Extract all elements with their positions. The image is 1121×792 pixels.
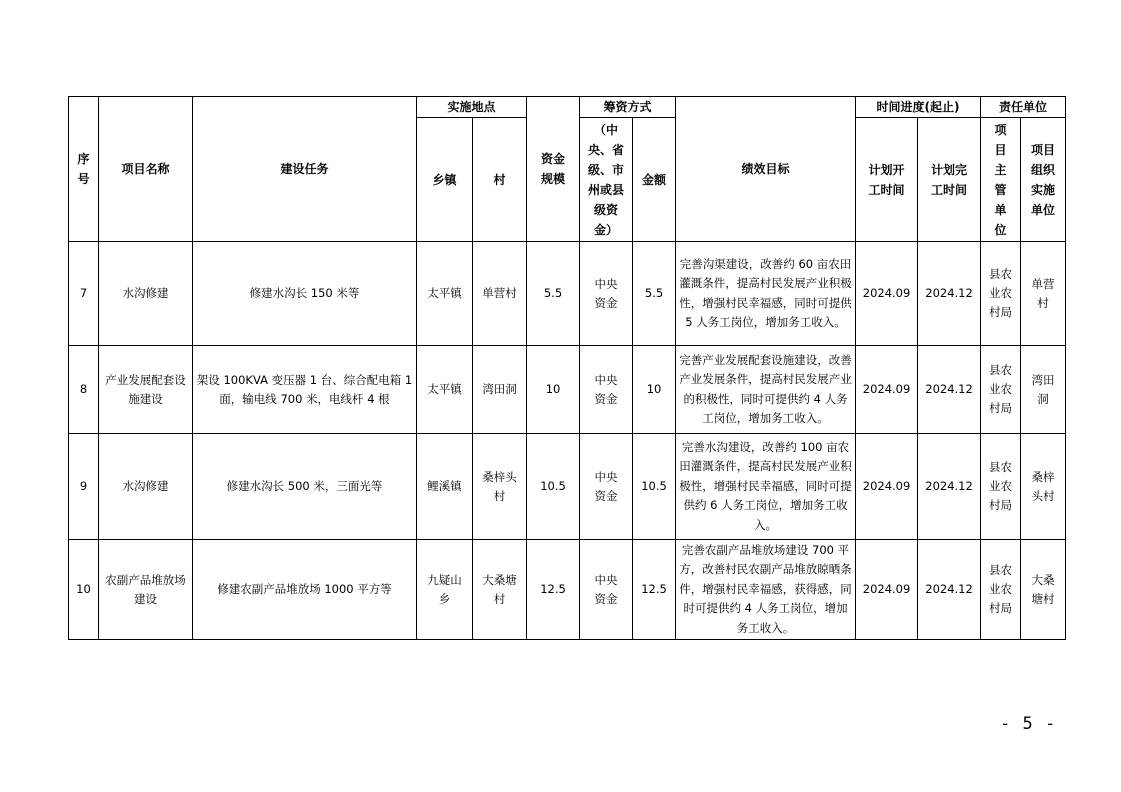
row-org: 湾田洞: [1021, 346, 1066, 434]
row-source: 中央资金: [580, 434, 633, 540]
row-amount: 10: [633, 346, 676, 434]
row-name: 农副产品堆放场建设: [99, 540, 193, 640]
row-dept: 县农业农村局: [981, 434, 1021, 540]
row-village: 桑梓头村: [473, 434, 527, 540]
row-end: 2024.12: [918, 346, 981, 434]
project-table: [68, 96, 1066, 640]
row-name: 产业发展配套设施建设: [99, 346, 193, 434]
row-name: 水沟修建: [99, 434, 193, 540]
header-no: 序号: [69, 97, 99, 242]
row-village: 大桑塘村: [473, 540, 527, 640]
row-scale: 10.5: [527, 434, 580, 540]
row-dept: 县农业农村局: [981, 346, 1021, 434]
row-end: 2024.12: [918, 434, 981, 540]
row-task: 修建水沟长 150 米等: [193, 242, 417, 346]
row-org: 大桑塘村: [1021, 540, 1066, 640]
row-village: 单营村: [473, 242, 527, 346]
header-end: 计划完工时间: [918, 118, 981, 242]
row-township: 九疑山乡: [417, 540, 473, 640]
header-start: 计划开工时间: [856, 118, 918, 242]
header-project-name: 项目名称: [99, 97, 193, 242]
row-start: 2024.09: [856, 540, 918, 640]
header-task: 建设任务: [193, 97, 417, 242]
header-responsible: 责任单位: [981, 97, 1066, 118]
row-source: 中央资金: [580, 242, 633, 346]
table-row: [69, 346, 1066, 434]
header-township: 乡镇: [417, 118, 473, 242]
header-fund-scale: 资金规模: [527, 97, 580, 242]
row-goal: 完善农副产品堆放场建设 700 平方，改善村民农副产品堆放晾晒条件，增强村民幸福感，获得感，同时可提供约 4 人务工岗位，增加务工收入。: [676, 540, 856, 640]
row-end: 2024.12: [918, 242, 981, 346]
table-row: [69, 434, 1066, 540]
row-no: 8: [69, 346, 99, 434]
row-org: 单营村: [1021, 242, 1066, 346]
row-name: 水沟修建: [99, 242, 193, 346]
row-goal: 完善产业发展配套设施建设，改善产业发展条件，提高村民发展产业的积极性，同时可提供约 4 人务工岗位，增加务工收入。: [676, 346, 856, 434]
row-scale: 12.5: [527, 540, 580, 640]
header-location: 实施地点: [417, 97, 527, 118]
row-start: 2024.09: [856, 242, 918, 346]
row-village: 湾田洞: [473, 346, 527, 434]
row-org: 桑梓头村: [1021, 434, 1066, 540]
row-task: 修建水沟长 500 米，三面光等: [193, 434, 417, 540]
header-row-1: [69, 97, 1066, 118]
table-row: [69, 540, 1066, 640]
header-org: 项目组织实施单位: [1021, 118, 1066, 242]
row-scale: 5.5: [527, 242, 580, 346]
header-fund-source: （中央、省级、市州或县级资金）: [580, 118, 633, 242]
row-task: 修建农副产品堆放场 1000 平方等: [193, 540, 417, 640]
header-dept: 项目主管单位: [981, 118, 1021, 242]
row-dept: 县农业农村局: [981, 242, 1021, 346]
header-schedule: 时间进度(起止): [856, 97, 981, 118]
row-task: 架设 100KVA 变压器 1 台、综合配电箱 1 面，输电线 700 米，电线杆 4 根: [193, 346, 417, 434]
row-goal: 完善沟渠建设，改善约 60 亩农田灌溉条件，提高村民发展产业积极性，增强村民幸福感，同时可提供 5 人务工岗位，增加务工收入。: [676, 242, 856, 346]
table-row: [69, 242, 1066, 346]
row-no: 10: [69, 540, 99, 640]
row-township: 太平镇: [417, 346, 473, 434]
row-no: 7: [69, 242, 99, 346]
row-township: 鲤溪镇: [417, 434, 473, 540]
page-number: - 5 -: [1000, 714, 1057, 734]
row-source: 中央资金: [580, 346, 633, 434]
row-amount: 10.5: [633, 434, 676, 540]
header-village: 村: [473, 118, 527, 242]
header-goal: 绩效目标: [676, 97, 856, 242]
row-amount: 12.5: [633, 540, 676, 640]
row-scale: 10: [527, 346, 580, 434]
row-township: 太平镇: [417, 242, 473, 346]
row-goal: 完善水沟建设，改善约 100 亩农田灌溉条件，提高村民发展产业积极性，增强村民幸福感，同时可提供约 6 人务工岗位，增加务工收入。: [676, 434, 856, 540]
row-no: 9: [69, 434, 99, 540]
row-start: 2024.09: [856, 346, 918, 434]
header-amount: 金额: [633, 118, 676, 242]
row-source: 中央资金: [580, 540, 633, 640]
row-dept: 县农业农村局: [981, 540, 1021, 640]
row-amount: 5.5: [633, 242, 676, 346]
header-fund-method: 筹资方式: [580, 97, 676, 118]
row-end: 2024.12: [918, 540, 981, 640]
row-start: 2024.09: [856, 434, 918, 540]
